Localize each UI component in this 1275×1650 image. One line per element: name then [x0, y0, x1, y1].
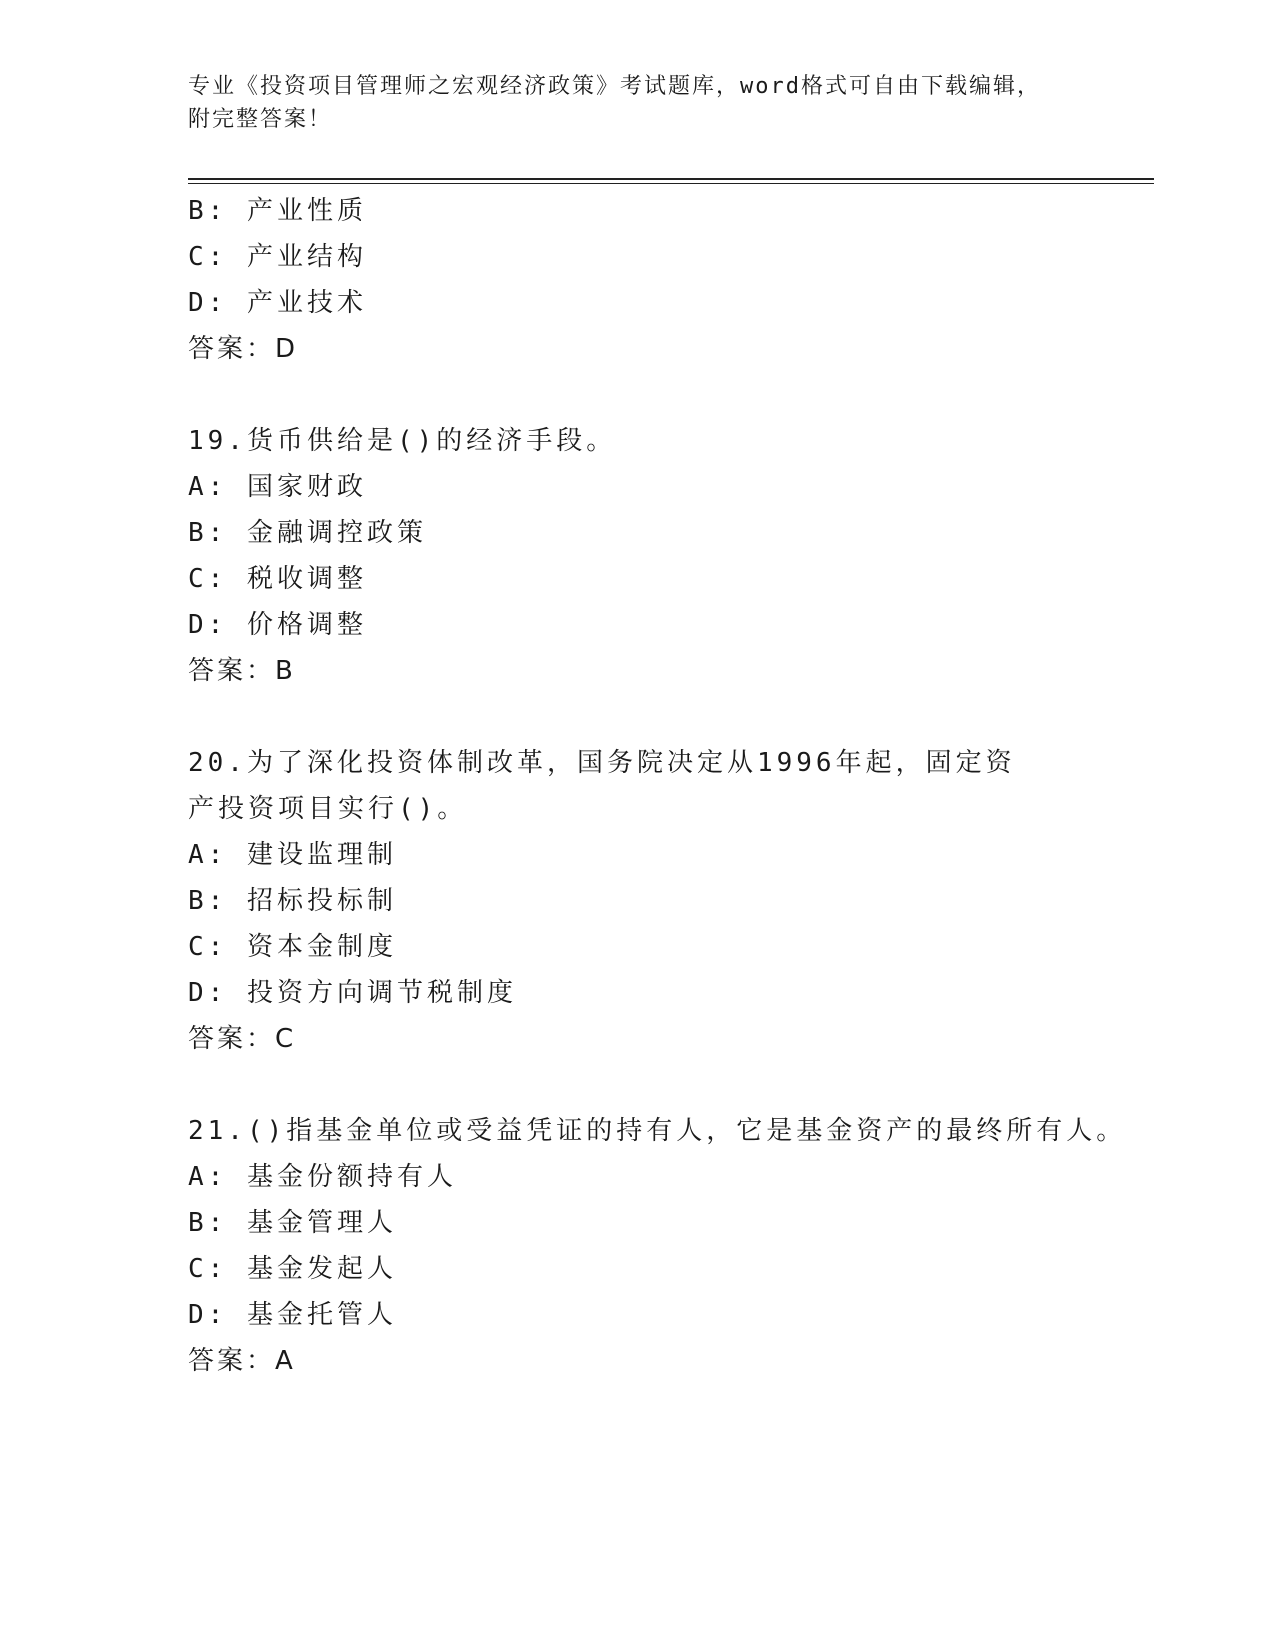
header-divider	[188, 178, 1154, 184]
answer-line: 答案：A	[188, 1346, 296, 1376]
question-list	[188, 188, 1127, 1384]
option-a: A: 国家财政	[188, 472, 367, 502]
question-stem: 20.为了深化投资体制改革，国务院决定从1996年起，固定资产投资项目实行()。	[188, 748, 1016, 824]
option-b: B: 产业性质	[188, 196, 367, 226]
question-block-19	[188, 418, 1068, 694]
spacer	[188, 372, 1068, 418]
option-b: B: 招标投标制	[188, 886, 397, 916]
option-c: C: 税收调整	[188, 564, 367, 594]
answer-line: 答案：B	[188, 656, 296, 686]
question-stem: 21.()指基金单位或受益凭证的持有人，它是基金资产的最终所有人。	[188, 1116, 1127, 1146]
spacer	[188, 694, 1068, 740]
option-a: A: 建设监理制	[188, 840, 397, 870]
option-d: D: 基金托管人	[188, 1300, 397, 1330]
option-d: D: 投资方向调节税制度	[188, 978, 517, 1008]
question-block-carryover	[188, 188, 1068, 372]
question-block-20	[188, 740, 1068, 1062]
option-d: D: 价格调整	[188, 610, 367, 640]
option-b: B: 金融调控政策	[188, 518, 427, 548]
option-c: C: 产业结构	[188, 242, 367, 272]
answer-line: 答案：D	[188, 334, 299, 364]
option-d: D: 产业技术	[188, 288, 367, 318]
question-stem: 19.货币供给是()的经济手段。	[188, 426, 617, 456]
question-block-21	[188, 1108, 1127, 1384]
spacer	[188, 1062, 1068, 1108]
answer-line: 答案：C	[188, 1024, 297, 1054]
page-header: 专业《投资项目管理师之宏观经济政策》考试题库，word格式可自由下载编辑， 附完整答案！	[188, 74, 1041, 132]
option-c: C: 基金发起人	[188, 1254, 397, 1284]
option-a: A: 基金份额持有人	[188, 1162, 457, 1192]
option-c: C: 资本金制度	[188, 932, 397, 962]
option-b: B: 基金管理人	[188, 1208, 397, 1238]
